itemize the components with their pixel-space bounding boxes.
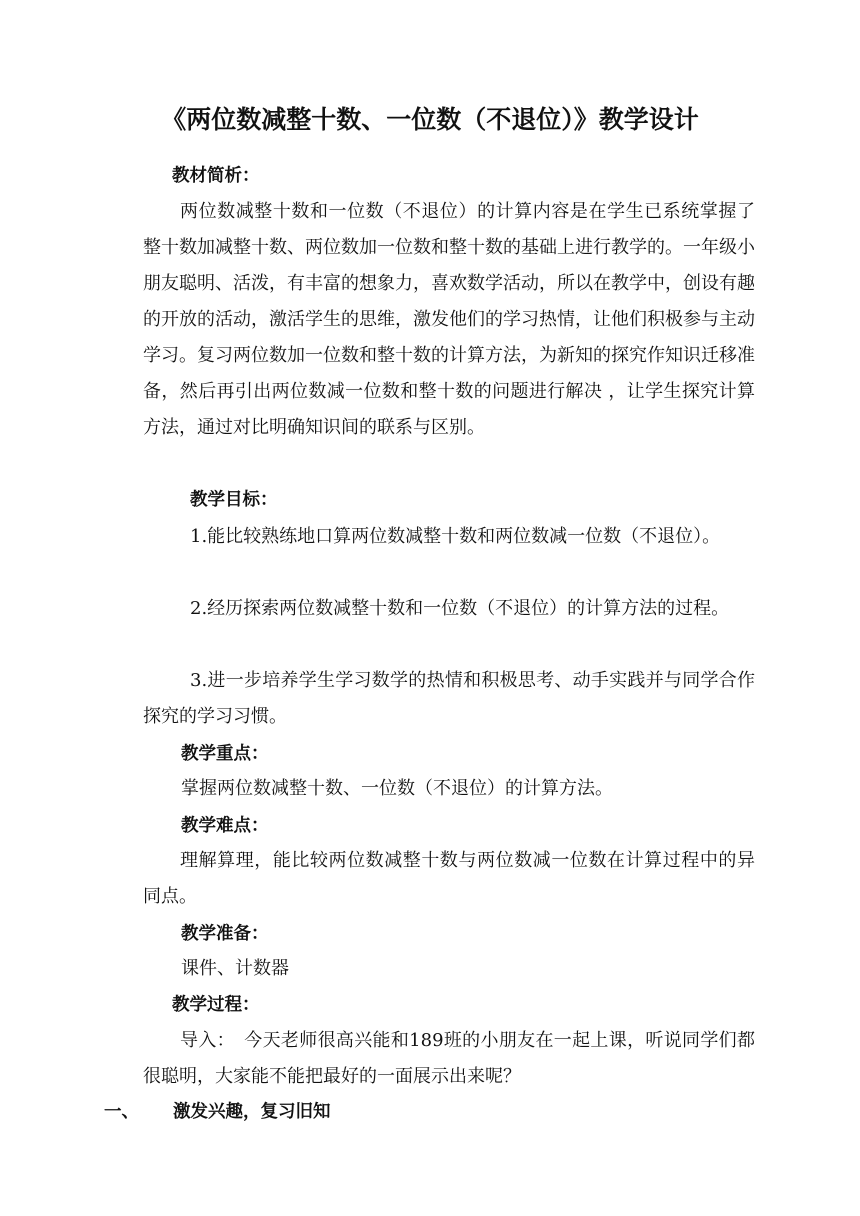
paragraph-key-points: 掌握两位数减整十数、一位数（不退位）的计算方法。 [181,778,613,799]
heading-difficulties: 教学难点： [181,816,269,836]
paragraph-preparation: 课件、计数器 [181,958,289,979]
heading-preparation: 教学准备： [181,924,269,944]
objective-item-3: 3.进一步培养学生学习数学的热情和积极思考、动手实践并与同学合作探究的学习习惯。 [143,670,755,727]
heading-process: 教学过程： [172,995,260,1015]
objective-item-2: 2.经历探索两位数减整十数和一位数（不退位）的计算方法的过程。 [190,598,730,619]
document-title: 《两位数减整十数、一位数（不退位）》教学设计 [161,105,699,134]
paragraph-intro: 导入： 今天老师很高兴能和189班的小朋友在一起上课，听说同学们都很聪明，大家能不能把最好的一面展示出来呢？ [143,1030,755,1087]
section-one-title: 激发兴趣，复习旧知 [173,1102,331,1122]
heading-key-points: 教学重点： [181,744,269,764]
paragraph-difficulties: 理解算理，能比较两位数减整十数与两位数减一位数在计算过程中的异同点。 [143,850,755,907]
heading-objectives: 教学目标： [190,490,278,510]
paragraph-textbook-analysis: 两位数减整十数和一位数（不退位）的计算内容是在学生已系统掌握了整十数加减整十数、两位数加一位数和整十数的基础上进行教学的。一年级小朋友聪明、活泼，有丰富的想象力，喜欢数学活动，所以在教学中，创设有趣的开放的活动，激活学生的思维，激发他们的学习热情，让他们积极参与主动学习。复习两位数加一位数和整十数的计算方法，为新知的探究作知识迁移准备，然后再引出两位数减一位数和整十数的问题进行解决 ，让学生探究计算方法，通过对比明确知识间的联系与区别。 [143,201,755,438]
heading-textbook-analysis: 教材简析： [172,166,260,186]
section-one-number: 一、 [104,1102,139,1122]
objective-item-1: 1.能比较熟练地口算两位数减整十数和两位数减一位数（不退位）。 [190,526,721,547]
